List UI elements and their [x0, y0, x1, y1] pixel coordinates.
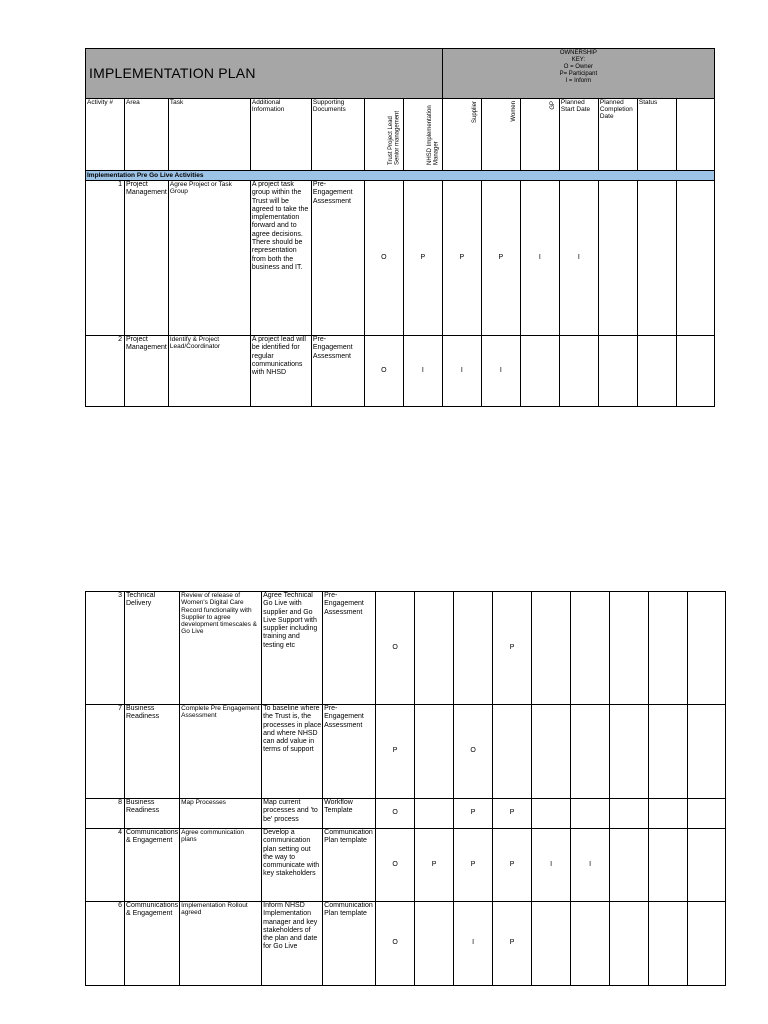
- ownership-mark: [559, 336, 598, 407]
- ownership-mark: P: [454, 829, 493, 902]
- header-planned-completion: Planned Completion Date: [598, 99, 637, 171]
- empty-cell: [598, 336, 637, 407]
- ownership-mark: O: [364, 336, 403, 407]
- area-cell: Project Management: [125, 181, 169, 336]
- docs-cell: Pre-Engagement Assessment: [311, 181, 364, 336]
- empty-cell: [688, 799, 726, 829]
- task-cell: Complete Pre Engagement Assessment: [180, 705, 262, 799]
- ownership-mark: O: [376, 592, 415, 705]
- ownership-mark: P: [442, 181, 481, 336]
- ownership-mark: P: [493, 902, 532, 986]
- ownership-mark: O: [376, 829, 415, 902]
- empty-cell: [637, 336, 676, 407]
- ownership-mark: [571, 705, 610, 799]
- activity-number: 8: [86, 799, 125, 829]
- task-cell: Agree communication plans: [180, 829, 262, 902]
- ownership-mark: P: [403, 181, 442, 336]
- empty-cell: [610, 705, 649, 799]
- ownership-key: [442, 49, 714, 99]
- header-task: Task: [168, 99, 250, 171]
- header-area: Area: [125, 99, 169, 171]
- header-status: Status: [637, 99, 676, 171]
- ownership-mark: O: [454, 705, 493, 799]
- header-spare: [676, 99, 714, 171]
- ownership-mark: O: [376, 799, 415, 829]
- ownership-mark: [571, 592, 610, 705]
- docs-cell: Pre-Engagement Assessment: [323, 592, 376, 705]
- info-cell: A project task group within the Trust will be agreed to take the implementation forward and to agree decisions. There should be representation from both the business and IT.: [250, 181, 311, 336]
- ownership-mark: [415, 799, 454, 829]
- empty-cell: [676, 336, 714, 407]
- header-role-gp: GP: [520, 99, 559, 171]
- info-cell: A project lead will be identified for regular communications with NHSD: [250, 336, 311, 407]
- table-row: [86, 336, 715, 407]
- page-title: IMPLEMENTATION PLAN: [86, 49, 443, 99]
- task-cell: Implementation Rollout agreed: [180, 902, 262, 986]
- ownership-key-line: P= Participant: [559, 71, 598, 77]
- ownership-mark: P: [454, 799, 493, 829]
- empty-cell: [610, 592, 649, 705]
- ownership-mark: I: [403, 336, 442, 407]
- ownership-key-line: KEY:: [571, 57, 586, 63]
- implementation-plan-table-page2: [85, 591, 726, 986]
- activity-number: 1: [86, 181, 125, 336]
- ownership-mark: O: [376, 902, 415, 986]
- ownership-mark: [571, 902, 610, 986]
- area-cell: Technical Delivery: [125, 592, 180, 705]
- ownership-mark: I: [571, 829, 610, 902]
- area-cell: Business Readiness: [125, 705, 180, 799]
- docs-cell: Pre-Engagement Assessment: [311, 336, 364, 407]
- empty-cell: [688, 592, 726, 705]
- empty-cell: [649, 829, 688, 902]
- ownership-mark: O: [364, 181, 403, 336]
- task-cell: Map Processes: [180, 799, 262, 829]
- info-cell: Agree Technical Go Live with supplier and Go Live Support with supplier including training and testing etc: [262, 592, 323, 705]
- ownership-mark: [532, 799, 571, 829]
- empty-cell: [688, 902, 726, 986]
- ownership-mark: I: [454, 902, 493, 986]
- table-row: [86, 705, 726, 799]
- empty-cell: [610, 902, 649, 986]
- ownership-key-line: OWNERSHIP: [559, 50, 597, 56]
- header-additional-info: Additional Information: [250, 99, 311, 171]
- header-role-trust-lead: Trust Project Lead Senior management: [364, 99, 403, 171]
- ownership-mark: I: [442, 336, 481, 407]
- table-row: [86, 592, 726, 705]
- activity-number: 4: [86, 829, 125, 902]
- docs-cell: Workflow Template: [323, 799, 376, 829]
- docs-cell: Pre-Engagement Assessment: [323, 705, 376, 799]
- ownership-mark: [532, 592, 571, 705]
- docs-cell: Communication Plan template: [323, 902, 376, 986]
- info-cell: Develop a communication plan setting out the way to communicate with key stakeholders: [262, 829, 323, 902]
- empty-cell: [598, 181, 637, 336]
- activity-number: 2: [86, 336, 125, 407]
- info-cell: Map current processes and 'to be' process: [262, 799, 323, 829]
- column-header-row: [86, 99, 715, 171]
- activity-number: 6: [86, 902, 125, 986]
- ownership-key-line: I = Inform: [565, 78, 592, 84]
- ownership-mark: P: [493, 829, 532, 902]
- empty-cell: [610, 799, 649, 829]
- ownership-mark: I: [520, 181, 559, 336]
- activity-number: 3: [86, 592, 125, 705]
- ownership-mark: P: [493, 592, 532, 705]
- area-cell: Communications & Engagement: [125, 829, 180, 902]
- header-role-nhsd-manager: NHSD Implementation Manager: [403, 99, 442, 171]
- ownership-mark: I: [481, 336, 520, 407]
- empty-cell: [610, 829, 649, 902]
- ownership-mark: [532, 902, 571, 986]
- header-role-supplier: Supplier: [442, 99, 481, 171]
- empty-cell: [649, 902, 688, 986]
- empty-cell: [688, 705, 726, 799]
- ownership-mark: [493, 705, 532, 799]
- ownership-mark: P: [415, 829, 454, 902]
- area-cell: Project Management: [125, 336, 169, 407]
- table-row: [86, 181, 715, 336]
- table-row: [86, 799, 726, 829]
- table-row: [86, 829, 726, 902]
- ownership-mark: I: [532, 829, 571, 902]
- implementation-plan-table-page1: [85, 48, 715, 407]
- task-cell: Review of release of Women's Digital Care Record functionality with Supplier to agree development timescales & Go Live: [180, 592, 262, 705]
- ownership-mark: [454, 592, 493, 705]
- task-cell: Identify & Project Lead/Coordinator: [168, 336, 250, 407]
- ownership-mark: I: [559, 181, 598, 336]
- info-cell: Inform NHSD Implementation manager and key stakeholders of the plan and date for Go Live: [262, 902, 323, 986]
- ownership-mark: [520, 336, 559, 407]
- docs-cell: Communication Plan template: [323, 829, 376, 902]
- section-heading: Implementation Pre Go Live Activities: [86, 171, 715, 181]
- ownership-mark: P: [493, 799, 532, 829]
- ownership-mark: [415, 902, 454, 986]
- empty-cell: [649, 799, 688, 829]
- table-row: [86, 902, 726, 986]
- ownership-mark: P: [376, 705, 415, 799]
- empty-cell: [637, 181, 676, 336]
- ownership-mark: P: [481, 181, 520, 336]
- empty-cell: [688, 829, 726, 902]
- header-supporting-docs: Supporting Documents: [311, 99, 364, 171]
- area-cell: Communications & Engagement: [125, 902, 180, 986]
- info-cell: To baseline where the Trust is, the processes in place and where NHSD can add value in terms of support: [262, 705, 323, 799]
- task-cell: Agree Project or Task Group: [168, 181, 250, 336]
- activity-number: 7: [86, 705, 125, 799]
- ownership-mark: [415, 592, 454, 705]
- header-role-women: Women: [481, 99, 520, 171]
- empty-cell: [676, 181, 714, 336]
- area-cell: Business Readiness: [125, 799, 180, 829]
- header-planned-start: Planned Start Date: [559, 99, 598, 171]
- empty-cell: [649, 592, 688, 705]
- ownership-key-line: O = Owner: [563, 64, 593, 70]
- ownership-mark: [532, 705, 571, 799]
- header-activity: Activity #: [86, 99, 125, 171]
- ownership-mark: [571, 799, 610, 829]
- ownership-mark: [415, 705, 454, 799]
- empty-cell: [649, 705, 688, 799]
